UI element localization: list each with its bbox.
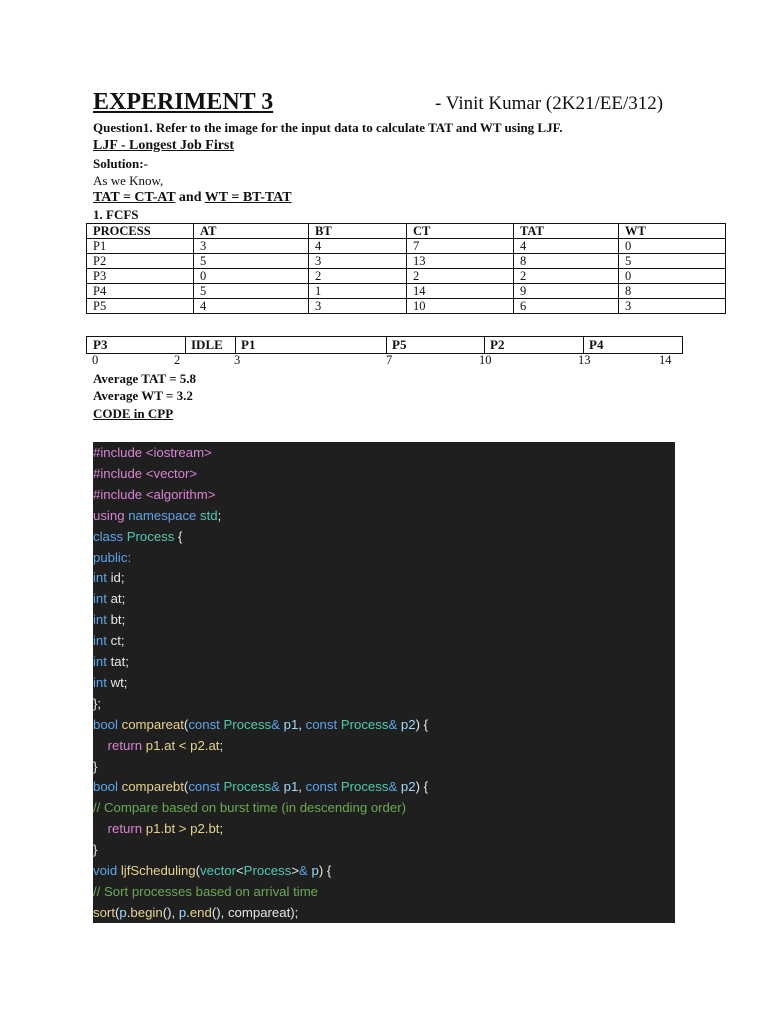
code-line [93,693,101,714]
code-line [93,860,331,881]
table-cell: 0 [619,239,726,254]
code-token: p2 [400,716,416,732]
code-token: const [305,716,341,732]
table-cell: P3 [87,269,194,284]
code-line [93,839,97,860]
code-line [93,442,212,463]
table-cell: 5 [619,254,726,269]
table-cell: 3 [194,239,309,254]
code-line [93,505,221,526]
code-line [93,651,129,672]
code-line [93,902,298,923]
code-token: < [235,863,244,878]
gantt-cell: P5 [392,337,407,352]
code-token: int [93,591,111,607]
code-token: at; [110,591,126,607]
code-token: } [93,842,98,858]
code-token: p [119,904,127,920]
code-line [93,714,428,735]
gantt-divider [185,337,186,353]
gantt-cell: P3 [93,337,108,352]
code-line [93,588,125,609]
code-token: . [126,904,131,920]
table-cell: 5 [194,284,309,299]
code-line [93,756,97,777]
table-cell: P4 [87,284,194,299]
table-cell: 1 [309,284,407,299]
code-token: ( [183,779,189,795]
code-token: #include <algorithm> [93,486,216,502]
code-token: (), [162,904,179,920]
code-token: int [93,570,111,586]
code-line [93,526,182,547]
table-cell: 3 [309,299,407,314]
code-token: sort [93,904,115,920]
table-cell: P5 [87,299,194,314]
code-token: Process [340,779,389,795]
code-token: const [305,779,341,795]
code-block [93,442,675,923]
code-token: compareat [121,716,184,732]
table-row [87,299,726,314]
gantt-chart [86,336,683,354]
code-line [93,609,125,630]
gantt-cell: IDLE [191,337,223,352]
average-tat: Average TAT = 5.8 [93,371,196,386]
code-line [93,547,131,568]
code-token: id; [110,570,125,586]
process-table [86,223,726,314]
question-text: Question1. Refer to the image for the input data to calculate TAT and WT using LJF. [93,120,563,135]
gantt-tick-label: 13 [578,353,591,367]
code-token: class [93,528,127,544]
code-token: tat; [110,654,129,669]
code-token: ) { [415,779,429,795]
table-cell: 2 [309,269,407,284]
code-token: (), compareat); [211,904,299,920]
code-line [93,484,215,505]
code-token: std [200,507,218,523]
code-token: return [107,737,146,753]
table-cell: 2 [514,269,619,284]
code-line [93,881,318,902]
ljf-subtitle: LJF - Longest Job First [93,138,235,153]
code-token: & [388,716,401,732]
code-token: Process [223,716,272,732]
code-token: int [93,612,111,628]
gantt-divider [386,337,387,353]
code-token: using [93,507,129,523]
code-line [93,567,125,588]
code-token: public: [93,549,132,565]
table-cell: P2 [87,254,194,269]
code-token: p2 [400,779,416,795]
table-cell: 9 [514,284,619,299]
code-token [93,738,108,753]
code-token: & [271,716,284,732]
code-token: ) { [318,863,332,878]
column-header: PROCESS [87,224,194,239]
gantt-tick-label: 7 [386,353,393,367]
code-token: end [189,904,212,920]
code-token: ; [217,507,222,523]
code-token: p1.at < p2.at [145,737,220,753]
code-token: wt; [110,674,128,690]
code-token: int [93,633,111,649]
code-token: p [178,904,187,920]
code-token: & [271,779,284,795]
as-we-know-text: As we Know, [93,173,164,188]
gantt-tick-label: 2 [174,353,181,367]
code-token: begin [130,904,163,920]
column-header: TAT [514,224,619,239]
table-body [87,239,726,314]
code-line [93,818,223,839]
code-token: // Sort processes based on arrival time [93,883,319,899]
author-line: - Vinit Kumar (2K21/EE/312) [435,93,664,114]
table-header-row [87,224,726,239]
table-row [87,254,726,269]
gantt-divider [484,337,485,353]
code-token: #include <iostream> [93,445,212,460]
column-header: BT [309,224,407,239]
code-heading: CODE in CPP [93,406,174,421]
code-token: int [93,674,111,690]
table-cell: 3 [619,299,726,314]
code-token: . [186,904,190,920]
formula-line [93,189,292,206]
table-cell: 7 [407,239,514,254]
code-token: namespace [128,507,201,523]
table-cell: 6 [514,299,619,314]
code-token: ( [114,904,120,920]
gantt-tick-label: 14 [659,353,672,367]
code-token: ( [195,863,201,878]
code-token: ct; [110,633,125,649]
gantt-divider [583,337,584,353]
code-token: Process [243,863,292,878]
code-line [93,776,428,797]
code-token: comparebt [121,779,184,795]
code-line [93,797,406,818]
table-cell: 4 [514,239,619,254]
code-token: void [93,863,121,878]
code-token: , [298,779,306,795]
table-row [87,284,726,299]
table-cell: 13 [407,254,514,269]
column-header: CT [407,224,514,239]
table-cell: P1 [87,239,194,254]
solution-label: Solution:- [93,156,148,171]
code-token: // Compare based on burst time (in descending order) [93,800,406,816]
tat-formula: TAT = CT-AT [93,190,176,205]
wt-formula: WT = BT-TAT [204,190,292,205]
code-token: int [93,654,111,669]
code-token [93,821,108,836]
code-token: ; [219,821,224,837]
gantt-cell: P4 [589,337,604,352]
code-token: p1 [283,779,299,795]
code-token: p [311,863,319,878]
formula-and: and [175,190,205,205]
code-token: const [188,716,224,732]
code-token: , [298,716,306,732]
table-cell: 8 [619,284,726,299]
code-token: vector [200,863,236,878]
gantt-divider [235,337,236,353]
table-cell: 10 [407,299,514,314]
gantt-tick-label: 10 [479,353,492,367]
code-token: bool [93,716,122,732]
gantt-tick-label: 3 [234,353,241,367]
table-cell: 0 [619,269,726,284]
code-token: Process [126,528,179,544]
column-header: WT [619,224,726,239]
table-cell: 8 [514,254,619,269]
code-token: bt; [110,612,126,628]
table-cell: 2 [407,269,514,284]
code-token: > [291,863,300,878]
code-token: ljfScheduling [120,863,196,878]
table-row [87,239,726,254]
code-token: { [178,528,183,544]
table-cell: 14 [407,284,514,299]
code-line [93,630,125,651]
code-token: #include <vector> [93,465,198,481]
code-token: }; [93,695,102,711]
gantt-cell: P1 [241,337,256,352]
code-token: Process [340,716,389,732]
code-line [93,735,223,756]
code-token: & [299,863,312,878]
code-token: p1.bt > p2.bt [145,821,220,837]
code-token: const [188,779,224,795]
table-row [87,269,726,284]
code-token: } [93,758,98,774]
code-token: ( [183,716,189,732]
table-cell: 0 [194,269,309,284]
column-header: AT [194,224,309,239]
code-token: return [107,821,146,837]
section-heading: 1. FCFS [93,207,139,222]
experiment-title: EXPERIMENT 3 [93,89,274,115]
code-line [93,672,127,693]
code-token: p1 [283,716,299,732]
code-token: ) { [415,716,429,732]
code-token: ; [219,737,224,753]
gantt-cell: P2 [490,337,505,352]
table-cell: 4 [194,299,309,314]
code-line [93,463,197,484]
table-cell: 5 [194,254,309,269]
average-wt: Average WT = 3.2 [93,388,193,403]
code-token: bool [93,779,122,795]
table-cell: 4 [309,239,407,254]
code-token: & [388,779,401,795]
code-token: Process [223,779,272,795]
gantt-tick-label: 0 [92,353,99,367]
table-cell: 3 [309,254,407,269]
